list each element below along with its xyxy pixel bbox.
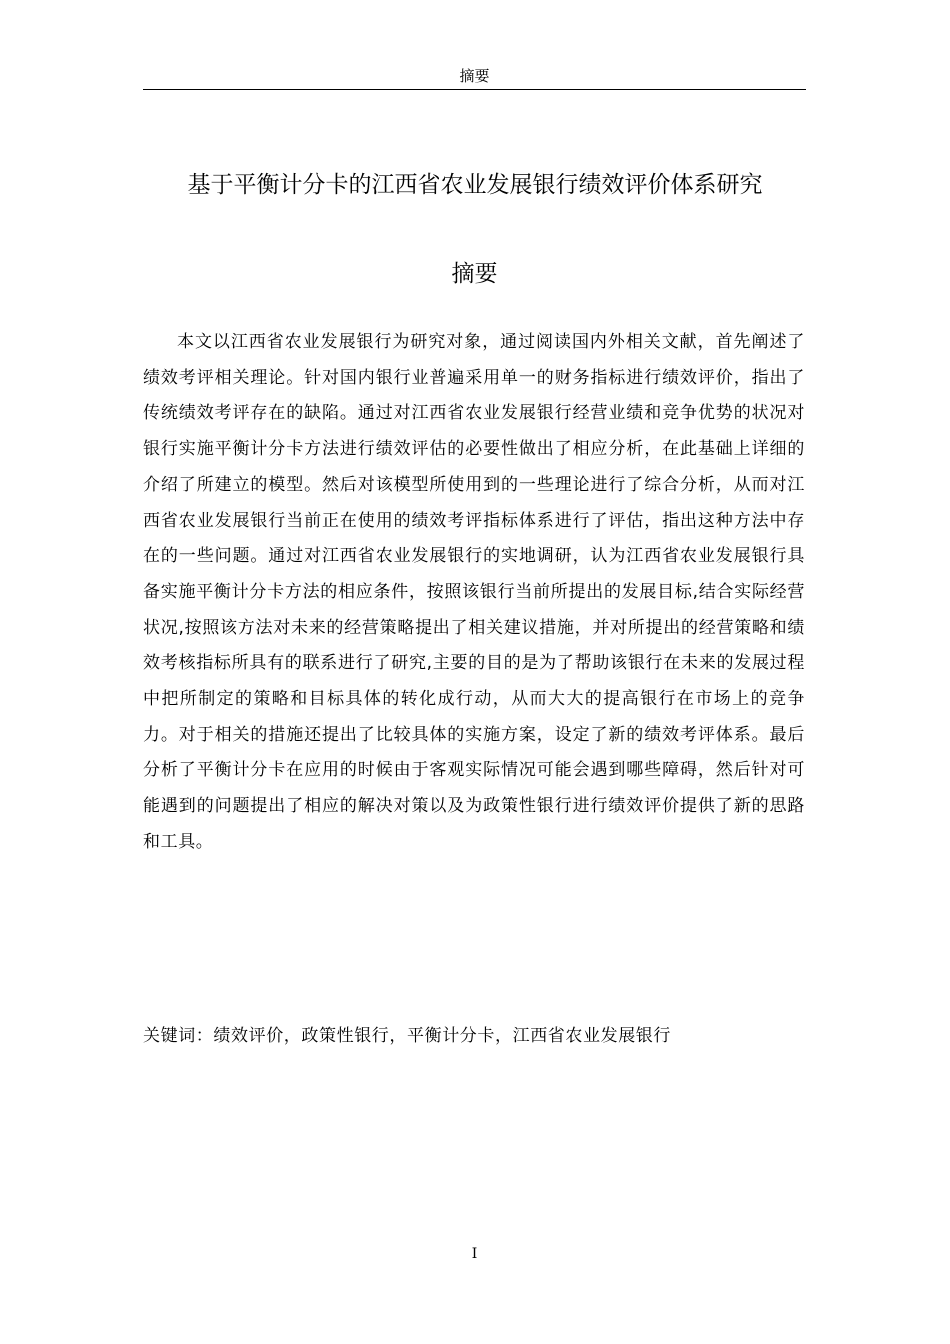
keywords-line: 关键词：绩效评价，政策性银行，平衡计分卡，江西省农业发展银行 <box>143 1026 671 1046</box>
paper-title: 基于平衡计分卡的江西省农业发展银行绩效评价体系研究 <box>187 172 763 198</box>
header-divider <box>143 89 806 90</box>
running-header: 摘要 <box>459 67 490 85</box>
abstract-body: 本文以江西省农业发展银行为研究对象，通过阅读国内外相关文献，首先阐述了绩效考评相关理论。针对国内银行业普遍采用单一的财务指标进行绩效评价，指出了传统绩效考评存在的缺陷。通过对江西省农业发展银行经营业绩和竞争优势的状况对银行实施平衡计分卡方法进行绩效评估的必要性做出了相应分析，在此基础上详细的介绍了所建立的模型。然后对该模型所使用到的一些理论进行了综合分析，从而对江西省农业发展银行当前正在使用的绩效考评指标体系进行了评估，指出这种方法中存在的一些问题。通过对江西省农业发展银行的实地调研，认为江西省农业发展银行具备实施平衡计分卡方法的相应条件，按照该银行当前所提出的发展目标,结合实际经营状况,按照该方法对未来的经营策略提出了相关建议措施，并对所提出的经营策略和绩效考核指标所具有的联系进行了研究,主要的目的是为了帮助该银行在未来的发展过程中把所制定的策略和目标具体的转化成行动，从而大大的提高银行在市场上的竞争力。对于相关的措施还提出了比较具体的实施方案，设定了新的绩效考评体系。最后分析了平衡计分卡在应用的时候由于客观实际情况可能会遇到哪些障碍，然后针对可能遇到的问题提出了相应的解决对策以及为政策性银行进行绩效评价提供了新的思路和工具。 <box>143 332 805 852</box>
abstract-heading: 摘要 <box>451 261 498 287</box>
page-number: I <box>471 1246 478 1262</box>
